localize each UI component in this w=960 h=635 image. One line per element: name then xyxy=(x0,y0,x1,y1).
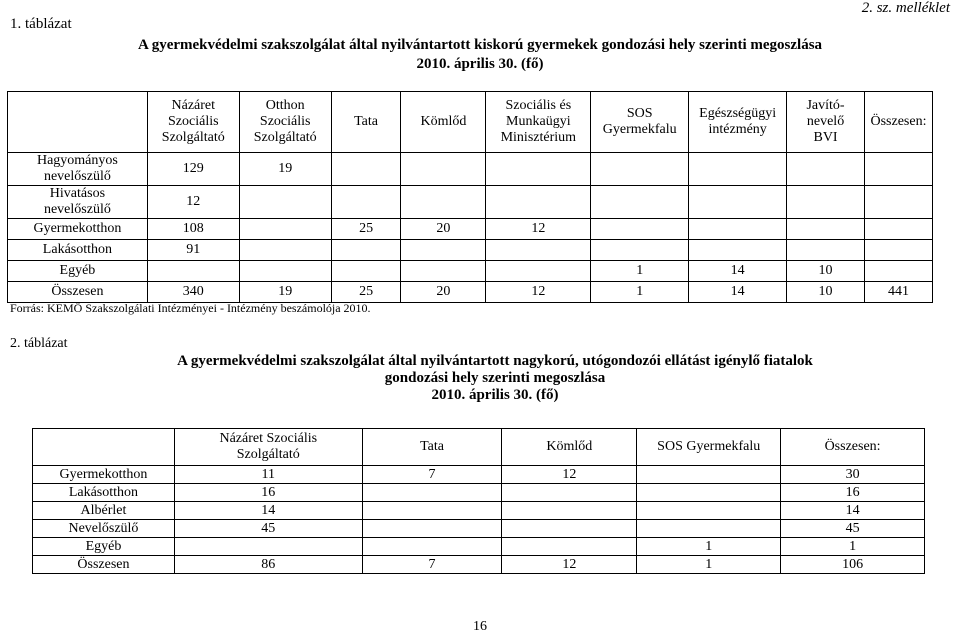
table-cell: 19 xyxy=(239,282,331,303)
table1-corner-cell xyxy=(8,92,148,153)
table-cell: 1 xyxy=(637,538,781,556)
table-cell xyxy=(591,186,689,219)
table-cell xyxy=(331,153,401,186)
table-cell: 14 xyxy=(781,502,925,520)
table-cell xyxy=(591,219,689,240)
table-cell: 20 xyxy=(401,219,486,240)
table-cell xyxy=(362,502,502,520)
table1-header-cell: SOS Gyermekfalu xyxy=(591,92,689,153)
table2-header-cell: Názáret Szociális Szolgáltató xyxy=(174,429,362,466)
table-cell xyxy=(787,219,865,240)
table-cell xyxy=(362,520,502,538)
table-cell xyxy=(486,186,591,219)
table-cell: 19 xyxy=(239,153,331,186)
table1-header-cell: Javító- nevelő BVI xyxy=(787,92,865,153)
table-cell xyxy=(239,261,331,282)
table-cell: 11 xyxy=(174,466,362,484)
row-label: Összesen xyxy=(8,282,148,303)
table-cell xyxy=(689,186,787,219)
table-cell xyxy=(331,240,401,261)
table-cell xyxy=(401,261,486,282)
table-cell xyxy=(787,186,865,219)
table-cell: 7 xyxy=(362,556,502,574)
table-cell xyxy=(362,538,502,556)
table-cell xyxy=(147,261,239,282)
row-label: Lakásotthon xyxy=(33,484,175,502)
table-cell xyxy=(486,240,591,261)
table2-header-cell: Tata xyxy=(362,429,502,466)
table-cell xyxy=(637,502,781,520)
table-cell: 25 xyxy=(331,219,401,240)
table-cell: 340 xyxy=(147,282,239,303)
table-cell: 16 xyxy=(174,484,362,502)
table-row xyxy=(8,219,933,240)
table-cell: 86 xyxy=(174,556,362,574)
table1-header-cell: Egészségügyi intézmény xyxy=(689,92,787,153)
row-label: Nevelőszülő xyxy=(33,520,175,538)
table-cell: 1 xyxy=(781,538,925,556)
table-cell xyxy=(637,466,781,484)
source-note: Forrás: KEMÖ Szakszolgálati Intézményei - Intézmény beszámolója 2010. xyxy=(10,301,371,315)
table-cell: 108 xyxy=(147,219,239,240)
table1-header-cell: Tata xyxy=(331,92,401,153)
table1 xyxy=(7,91,933,303)
row-label: Hagyományos nevelőszülő xyxy=(8,153,148,186)
table-cell: 45 xyxy=(174,520,362,538)
table2-corner-cell xyxy=(33,429,175,466)
table-row xyxy=(8,261,933,282)
row-label: Egyéb xyxy=(33,538,175,556)
table-cell xyxy=(174,538,362,556)
table-cell xyxy=(637,520,781,538)
table2-header-cell: SOS Gyermekfalu xyxy=(637,429,781,466)
table1-title-line: A gyermekvédelmi szakszolgálat által nyilvántartott kiskorú gyermekek gondozási hely szerinti megoszlása xyxy=(137,37,823,53)
table-row xyxy=(8,240,933,261)
table-cell xyxy=(502,502,637,520)
table-cell xyxy=(331,261,401,282)
table-row xyxy=(33,502,925,520)
table1-header-cell: Otthon Szociális Szolgáltató xyxy=(239,92,331,153)
table-cell: 1 xyxy=(637,556,781,574)
table-cell: 91 xyxy=(147,240,239,261)
table-row xyxy=(8,282,933,303)
table1-header-cell: Kömlőd xyxy=(401,92,486,153)
table-cell: 1 xyxy=(591,261,689,282)
table-row xyxy=(8,153,933,186)
table-cell: 14 xyxy=(174,502,362,520)
table-cell: 12 xyxy=(502,466,637,484)
table1-date-line: 2010. április 30. (fő) xyxy=(416,56,544,72)
table2-header-cell: Összesen: xyxy=(781,429,925,466)
table1-header-cell: Názáret Szociális Szolgáltató xyxy=(147,92,239,153)
table-cell xyxy=(239,219,331,240)
table-cell xyxy=(401,153,486,186)
table-cell: 25 xyxy=(331,282,401,303)
table-cell xyxy=(239,186,331,219)
row-label: Egyéb xyxy=(8,261,148,282)
table-cell xyxy=(689,153,787,186)
table1-header-cell: Összesen: xyxy=(864,92,932,153)
table-cell xyxy=(689,219,787,240)
table-cell: 129 xyxy=(147,153,239,186)
table-cell: 14 xyxy=(689,261,787,282)
table-row xyxy=(33,484,925,502)
table2-title-line: A gyermekvédelmi szakszolgálat által nyilvántartott nagykorú, utógondozói ellátást igénylő fiatalok xyxy=(177,353,813,369)
table-cell xyxy=(591,240,689,261)
table-cell: 12 xyxy=(147,186,239,219)
table-row xyxy=(8,186,933,219)
table1-header-row xyxy=(8,92,933,153)
table-cell: 106 xyxy=(781,556,925,574)
table2 xyxy=(32,428,925,574)
table-cell xyxy=(787,240,865,261)
table2-header-row xyxy=(33,429,925,466)
table-cell xyxy=(864,153,932,186)
table-cell xyxy=(486,153,591,186)
table-cell xyxy=(864,240,932,261)
table2-header-cell: Kömlőd xyxy=(502,429,637,466)
row-label: Gyermekotthon xyxy=(8,219,148,240)
table1-title xyxy=(0,36,960,74)
table1-header-cell: Szociális és Munkaügyi Minisztérium xyxy=(486,92,591,153)
annex-label: 2. sz. melléklet xyxy=(861,0,950,16)
table-row xyxy=(33,538,925,556)
table-cell: 441 xyxy=(864,282,932,303)
table-cell xyxy=(591,153,689,186)
table-cell xyxy=(864,186,932,219)
table-cell: 10 xyxy=(787,282,865,303)
table-cell: 30 xyxy=(781,466,925,484)
table-cell xyxy=(787,153,865,186)
table-cell: 10 xyxy=(787,261,865,282)
row-label: Összesen xyxy=(33,556,175,574)
table-cell: 20 xyxy=(401,282,486,303)
table-row xyxy=(33,556,925,574)
row-label: Lakásotthon xyxy=(8,240,148,261)
row-label: Gyermekotthon xyxy=(33,466,175,484)
table-cell xyxy=(502,520,637,538)
table2-title-line: gondozási hely szerinti megoszlása xyxy=(384,370,606,386)
table-cell: 16 xyxy=(781,484,925,502)
table-cell: 1 xyxy=(591,282,689,303)
row-label: Albérlet xyxy=(33,502,175,520)
table-cell xyxy=(239,240,331,261)
table2-title xyxy=(150,353,840,404)
table-cell xyxy=(689,240,787,261)
row-label: Hivatásos nevelőszülő xyxy=(8,186,148,219)
table-cell xyxy=(864,261,932,282)
table-cell: 12 xyxy=(502,556,637,574)
table-cell: 12 xyxy=(486,282,591,303)
table-cell xyxy=(362,484,502,502)
table-row xyxy=(33,466,925,484)
table-cell: 45 xyxy=(781,520,925,538)
table-cell xyxy=(331,186,401,219)
table1-label: 1. táblázat xyxy=(10,16,72,32)
table-cell: 14 xyxy=(689,282,787,303)
table2-date-line: 2010. április 30. (fő) xyxy=(431,387,559,403)
table2-label: 2. táblázat xyxy=(10,336,68,351)
table-cell xyxy=(401,240,486,261)
table-cell xyxy=(864,219,932,240)
table-row xyxy=(33,520,925,538)
table-cell: 12 xyxy=(486,219,591,240)
table-cell xyxy=(401,186,486,219)
table-cell xyxy=(637,484,781,502)
table-cell: 7 xyxy=(362,466,502,484)
table-cell xyxy=(502,484,637,502)
table-cell xyxy=(486,261,591,282)
page-number: 16 xyxy=(473,619,487,634)
table-cell xyxy=(502,538,637,556)
